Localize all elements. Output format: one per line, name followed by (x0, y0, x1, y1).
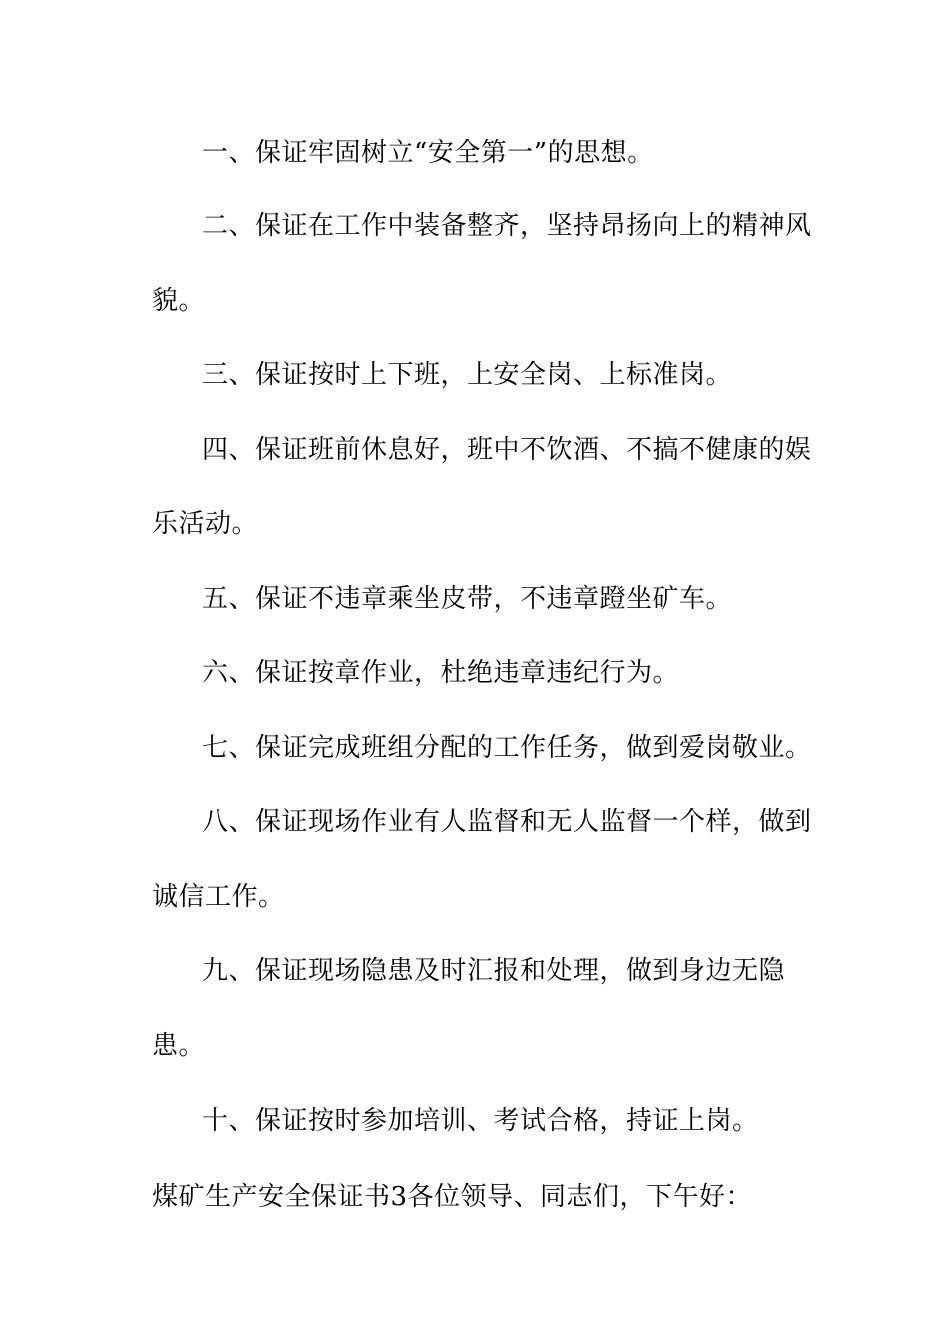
pledge-item-2-continuation: 貌。 (152, 286, 206, 316)
pledge-item-10: 十、保证按时参加培训、考试合格，持证上岗。 (202, 1106, 759, 1136)
pledge-item-4: 四、保证班前休息好，班中不饮酒、不搞不健康的娱 (202, 435, 812, 465)
pledge-item-3: 三、保证按时上下班，上安全岗、上标准岗。 (202, 360, 733, 390)
pledge-item-1: 一、保证牢固树立“安全第一”的思想。 (202, 138, 654, 168)
pledge-item-9-continuation: 患。 (152, 1031, 206, 1061)
pledge-item-6: 六、保证按章作业，杜绝违章违纪行为。 (202, 658, 680, 688)
pledge-item-8-continuation: 诚信工作。 (152, 882, 285, 912)
pledge-item-9: 九、保证现场隐患及时汇报和处理，做到身边无隐 (202, 956, 786, 986)
pledge-item-8: 八、保证现场作业有人监督和无人监督一个样，做到 (202, 807, 812, 837)
pledge-item-7: 七、保证完成班组分配的工作任务，做到爱岗敬业。 (202, 733, 812, 763)
section-heading-line: 煤矿生产安全保证书3各位领导、同志们，下午好： (152, 1182, 753, 1212)
pledge-item-2: 二、保证在工作中装备整齐，坚持昂扬向上的精神风 (202, 211, 812, 241)
pledge-item-4-continuation: 乐活动。 (152, 509, 259, 539)
pledge-item-5: 五、保证不违章乘坐皮带，不违章蹬坐矿车。 (202, 584, 733, 614)
